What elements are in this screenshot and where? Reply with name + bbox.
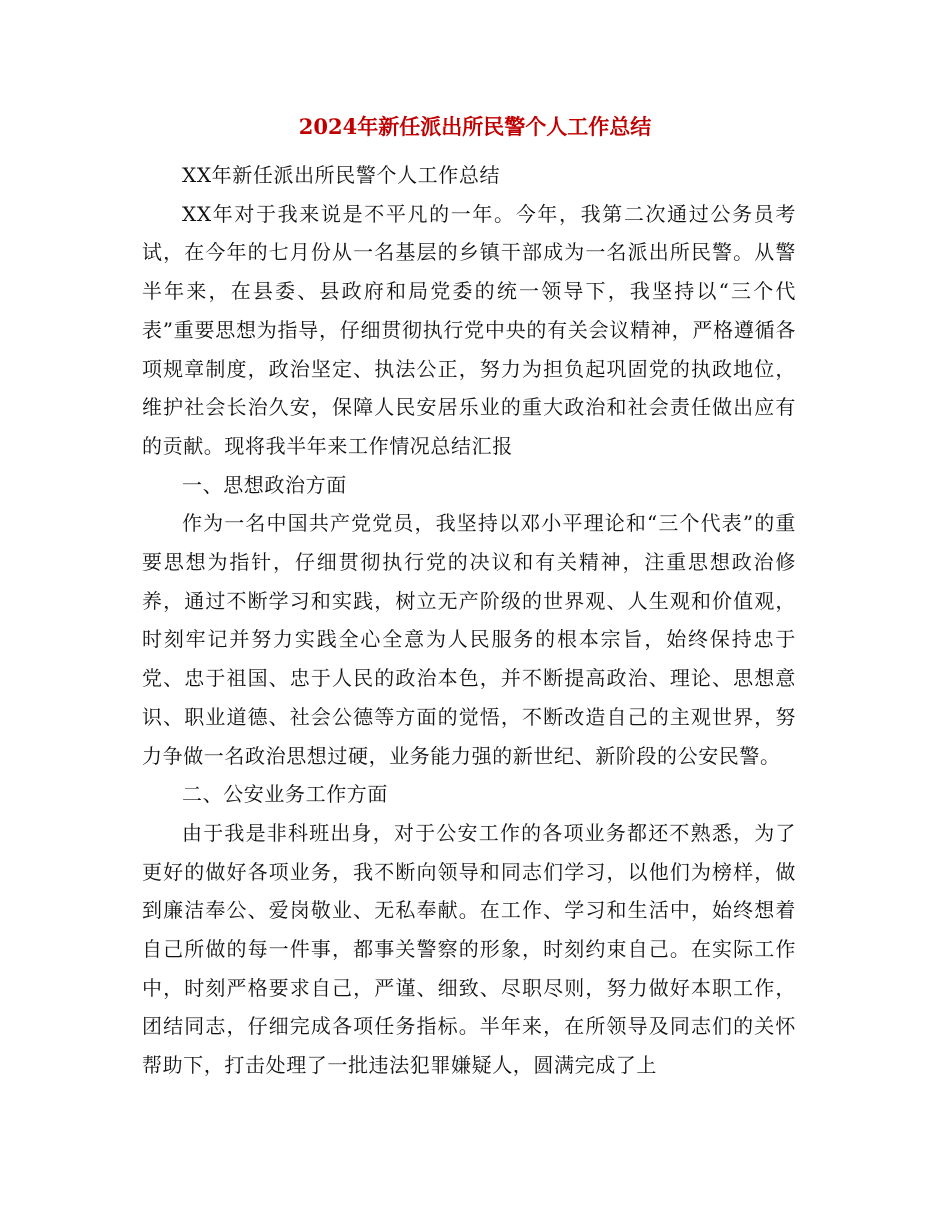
paragraph-ideology: 作为一名中国共产党党员，我坚持以邓小平理论和“三个代表”的重要思想为指针，仔细贯彻执行党的决议和有关精神，注重思想政治修养，通过不断学习和实践，树立无产阶级的世界观、人生观和价值观，时刻牢记并努力实践全心全意为人民服务的根本宗旨，始终保持忠于党、忠于祖国、忠于人民的政治本色，并不断提高政治、理论、思想意识、职业道德、社会公德等方面的觉悟，不断改造自己的主观世界，努力争做一名政治思想过硬，业务能力强的新世纪、新阶段的公安民警。 [142, 511, 796, 768]
paragraph-subtitle: XX年新任派出所民警个人工作总结 [182, 163, 501, 187]
section-heading-police-work: 二、公安业务工作方面 [182, 782, 388, 807]
section-heading-ideology: 一、思想政治方面 [182, 472, 347, 497]
document-body [142, 156, 796, 1085]
document-title: 2024年新任派出所民警个人工作总结 [298, 114, 652, 139]
paragraph-police-work: 由于我是非科班出身，对于公安工作的各项业务都还不熟悉，为了更好的做好各项业务，我不断向领导和同志们学习，以他们为榜样，做到廉洁奉公、爱岗敬业、无私奉献。在工作、学习和生活中，始终想着自己所做的每一件事，都事关警察的形象，时刻约束自己。在实际工作中，时刻严格要求自己，严谨、细致、尽职尽则，努力做好本职工作，团结同志，仔细完成各项任务指标。半年来，在所领导及同志们的关怀帮助下，打击处理了一批违法犯罪嫌疑人，圆满完成了上 [142, 820, 796, 1078]
paragraph-intro: XX年对于我来说是不平凡的一年。今年，我第二次通过公务员考试，在今年的七月份从一名基层的乡镇干部成为一名派出所民警。从警半年来，在县委、县政府和局党委的统一领导下，我坚持以“三个代表”重要思想为指导，仔细贯彻执行党中央的有关会议精神，严格遵循各项规章制度，政治坚定、执法公正，努力为担负起巩固党的执政地位，维护社会长治久安，保障人民安居乐业的重大政治和社会责任做出应有的贡献。现将我半年来工作情况总结汇报 [142, 201, 796, 458]
